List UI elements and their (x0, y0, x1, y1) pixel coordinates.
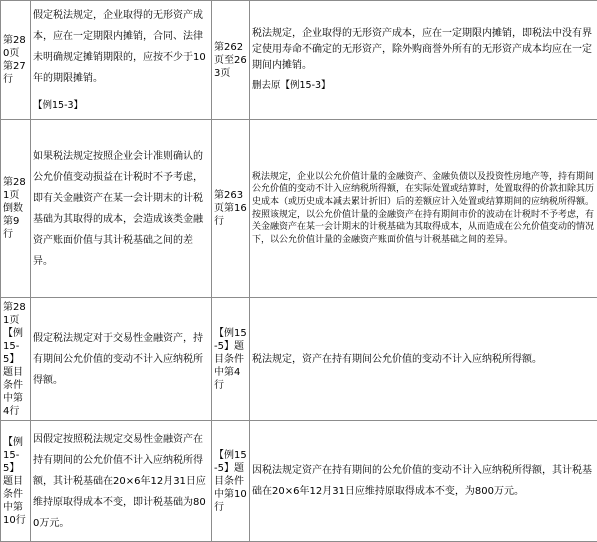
old-location: 第281页 【例15-5】题目条件中第4行 (1, 298, 31, 421)
old-text: 如果税法规定按照企业会计准则确认的公允价值变动损益在计税时不予考虑，即有关金融资产在某一会计期末的计税基础为其取得的成本，会造成该类金融资产账面价值与其计税基础之间的差异。 (31, 120, 212, 298)
new-text: 因税法规定资产在持有期间的公允价值的变动不计入应纳税所得额，其计税基础在20×6年12月31日应维持原取得成本不变，为800万元。 (250, 421, 597, 542)
new-text: 税法规定，企业取得的无形资产成本，应在一定期限内摊销，即税法中没有界定使用寿命不确定的无形资产，除外购商誉外所有的无形资产成本均应在一定期间内摊销。 (252, 28, 592, 71)
new-example-ref: 删去原【例15-3】 (252, 80, 331, 91)
new-text-cell (250, 1, 597, 120)
new-location: 【例15-5】题目条件中第10行 (212, 421, 250, 542)
old-text-cell (31, 1, 212, 120)
old-text: 假定税法规定，企业取得的无形资产成本，应在一定期限内摊销，合同、法律未明确规定摊销期限的，应按不少于10年的期限摊销。 (33, 9, 206, 84)
old-location: 第281页 倒数第9行 (1, 120, 31, 298)
old-text: 因假定按照税法规定交易性金融资产在持有期间的公允价值不计入应纳税所得额，其计税基础在20×6年12月31日应维持原取得成本不变，即计税基础为800万元。 (31, 421, 212, 542)
table-row (1, 1, 597, 120)
old-text: 假定税法规定对于交易性金融资产，持有期间公允价值的变动不计入应纳税所得额。 (31, 298, 212, 421)
new-location: 第262页至263页 (212, 1, 250, 120)
new-location: 【例15-5】题目条件中第4行 (212, 298, 250, 421)
old-location: 【例15-5】题目条件中第10行 (1, 421, 31, 542)
table-row (1, 421, 597, 542)
table-row (1, 120, 597, 298)
new-location: 第263页第16行 (212, 120, 250, 298)
table-row (1, 298, 597, 421)
old-example-ref: 【例15-3】 (33, 99, 84, 111)
old-location: 第280页第27行 (1, 1, 31, 120)
new-text: 税法规定，企业以公允价值计量的金融资产、金融负债以及投资性房地产等，持有期间公允价值的变动不计入应纳税所得额，在实际处置或结算时，处置取得的价款扣除其历史成本（或历史成本减去累计折旧）后的差额应计入处置或结算期间的应纳税所得额。按照该规定，以公允价值计量的金融资产在持有期间市价的波动在计税时不予考虑，有关金融资产在某一会计期末的计税基础为其取得成本，从而造成在公允价值变动的情况下，以公允价值计量的金融资产账面价值与计税基础之间的差异。 (250, 120, 597, 298)
new-text: 税法规定，资产在持有期间公允价值的变动不计入应纳税所得额。 (250, 298, 597, 421)
